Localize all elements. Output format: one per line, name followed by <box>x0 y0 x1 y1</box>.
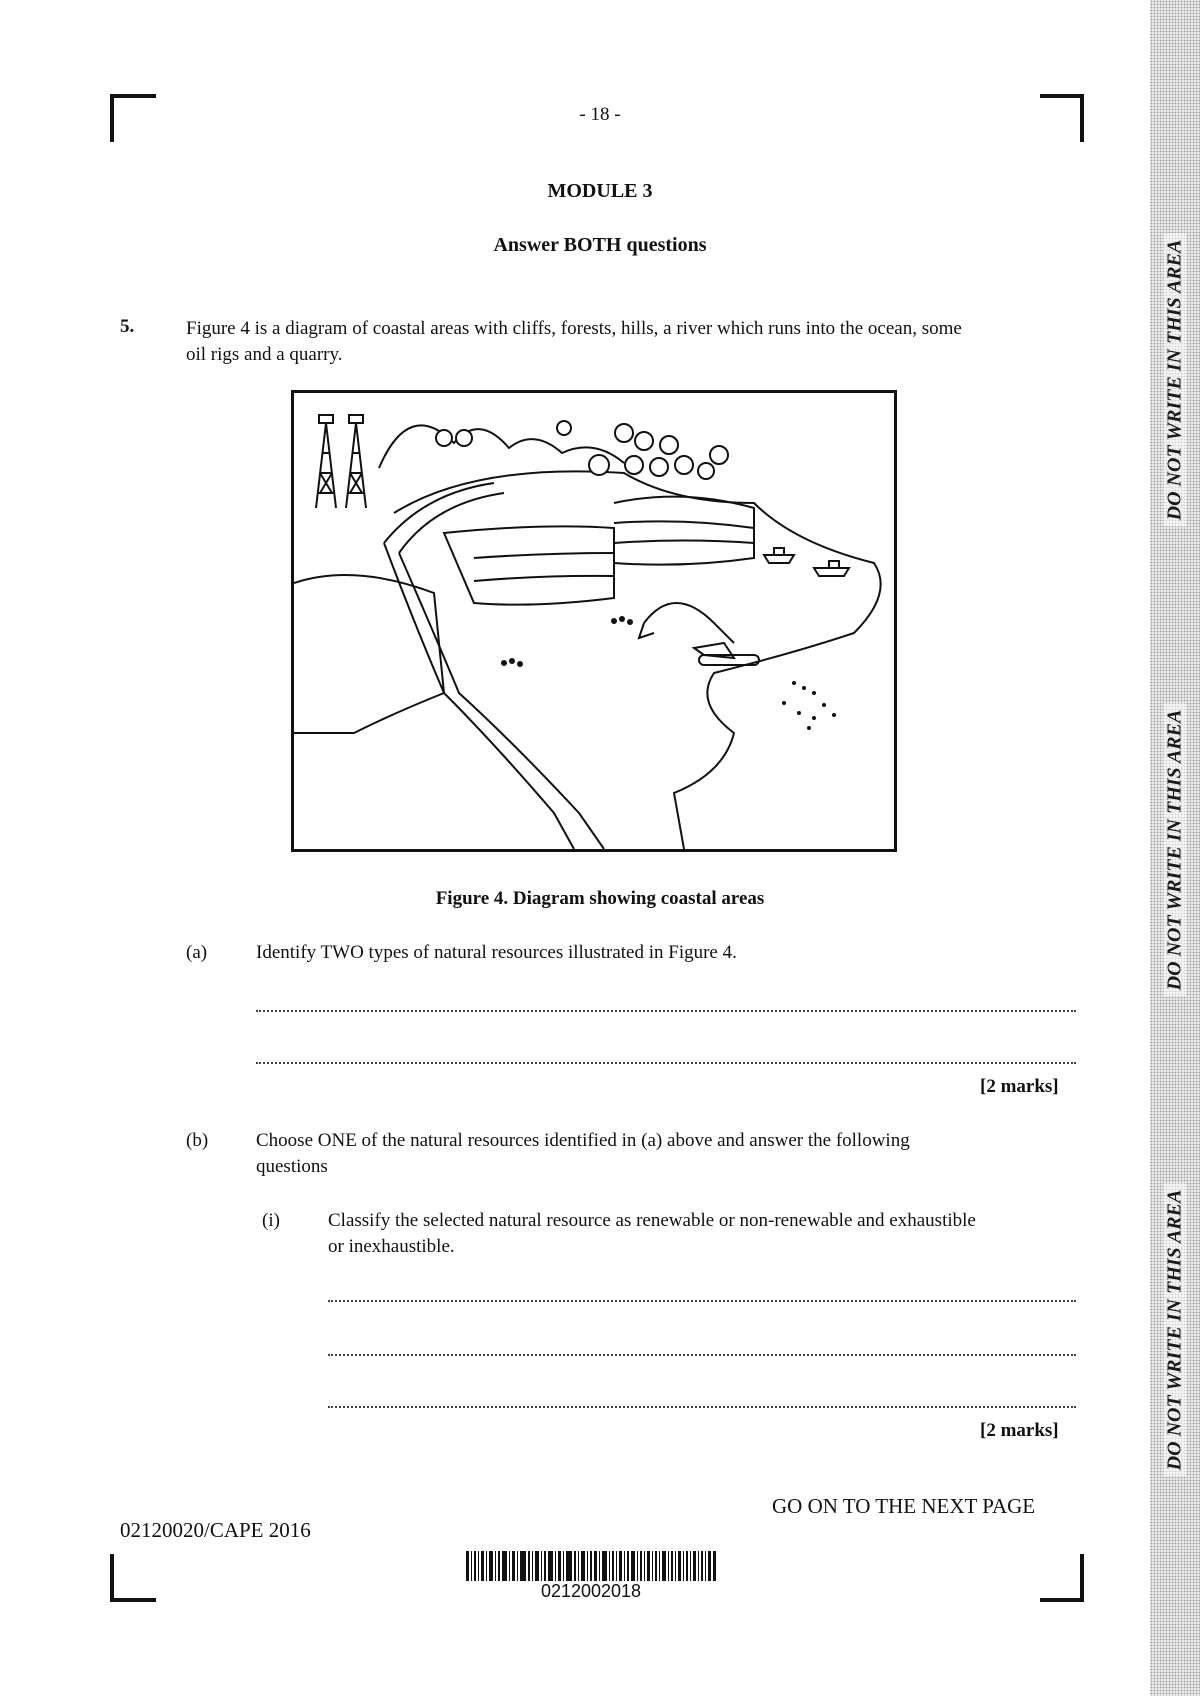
module-title: MODULE 3 <box>547 180 653 202</box>
excavator <box>639 603 759 665</box>
boat <box>814 561 849 576</box>
instruction: Answer BOTH questions <box>493 234 707 256</box>
question-intro <box>186 316 1086 368</box>
oil-rig-right <box>346 415 366 508</box>
question-number: 5. <box>120 316 135 337</box>
answer-line[interactable] <box>256 1010 1076 1012</box>
coastal-area-illustration <box>294 393 894 849</box>
figure-caption: Figure 4. Diagram showing coastal areas <box>435 888 765 909</box>
boat <box>764 548 794 563</box>
part-b-i-text-line-2: or inexhaustible. <box>328 1236 455 1257</box>
part-a-marks: [2 marks] <box>980 1076 1059 1097</box>
part-b-text <box>256 1128 1076 1180</box>
sidebar-warning-2: DO NOT WRITE IN THIS AREA <box>1164 704 1187 997</box>
sidebar-warning-3: DO NOT WRITE IN THIS AREA <box>1164 1184 1187 1477</box>
hills <box>379 425 624 468</box>
crop-mark-bottom-right <box>1040 1554 1084 1602</box>
question-intro-line-1: Figure 4 is a diagram of coastal areas with cliffs, forests, hills, a river which runs into the ocean, some <box>186 318 962 339</box>
sidebar-warning-1: DO NOT WRITE IN THIS AREA <box>1164 234 1187 527</box>
question-intro-line-2: oil rigs and a quarry. <box>186 344 343 365</box>
part-b-text-line-2: questions <box>256 1156 328 1177</box>
part-a-text: Identify TWO types of natural resources illustrated in Figure 4. <box>256 942 737 963</box>
barcode-number: 0212002018 <box>540 1581 642 1601</box>
part-b-i-text <box>328 1208 1088 1260</box>
figure-4-diagram <box>291 390 897 852</box>
ocean <box>294 575 444 733</box>
river <box>384 483 604 849</box>
part-b-i-text-line-1: Classify the selected natural resource as renewable or non-renewable and exhaustible <box>328 1210 976 1231</box>
part-b-label: (b) <box>186 1130 209 1151</box>
coastline <box>394 471 881 849</box>
oil-rig-left <box>316 415 336 508</box>
cliffs <box>444 497 754 605</box>
go-on-notice: GO ON TO THE NEXT PAGE <box>772 1494 1036 1518</box>
barcode <box>466 1551 716 1581</box>
paper-code: 02120020/CAPE 2016 <box>120 1518 311 1542</box>
page-number: - 18 - <box>579 104 621 125</box>
rocks <box>501 616 836 730</box>
answer-line[interactable] <box>328 1300 1076 1302</box>
part-a-label: (a) <box>186 942 208 963</box>
part-b-i-label: (i) <box>262 1210 280 1231</box>
answer-line[interactable] <box>328 1406 1076 1408</box>
crop-mark-bottom-left <box>110 1554 156 1602</box>
answer-line[interactable] <box>328 1354 1076 1356</box>
part-b-text-line-1: Choose ONE of the natural resources identified in (a) above and answer the following <box>256 1130 910 1151</box>
answer-line[interactable] <box>256 1062 1076 1064</box>
part-b-i-marks: [2 marks] <box>980 1420 1059 1441</box>
